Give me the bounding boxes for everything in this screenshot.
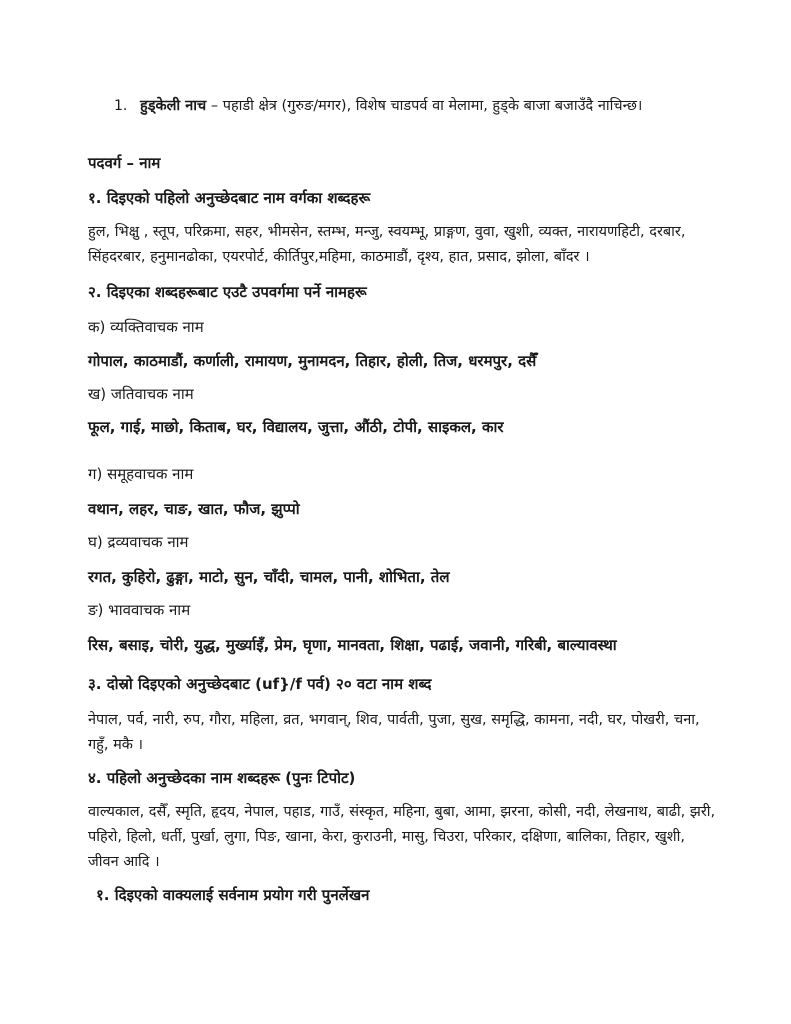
group-words-collective: वथान, लहर, चाङ, खात, फौज, झुप्पो — [88, 500, 300, 518]
list-number: 1. — [114, 98, 128, 114]
group-words-abstract: रिस, बसाइ, चोरी, युद्ध, मुर्ख्याइँ, प्रेम, घृणा, मानवता, शिक्षा, पढाई, जवानी, गरिबी, बाल्यावस्था — [88, 636, 617, 654]
group-label-abstract: ङ) भाववाचक नाम — [88, 601, 191, 619]
q2-heading: २. दिइएका शब्दहरूबाट एउटै उपवर्गमा पर्ने नामहरू — [88, 283, 367, 301]
group-label-material: घ) द्रव्यवाचक नाम — [88, 533, 189, 551]
final-heading: १. दिइएको वाक्यलाई सर्वनाम प्रयोग गरी पुनर्लेखन — [96, 886, 370, 904]
q1-text: हुल, भिक्षु , स्तूप, परिक्रमा, सहर, भीमसेन, स्तम्भ, मन्जु, स्वयम्भू, प्राङ्गण, वुवा, खुशी, व्यक्त, नारायणहिटी, दरबार, सिंहदरबार, हनुमानढोका, एयरपोर्ट, कीर्तिपुर,महिमा, काठमाडौं, दृश्य, हात, प्रसाद, झोला, बाँदर । — [88, 224, 686, 265]
q3-heading: ३. दोस्रो दिइएको अनुच्छेदबाट (uf}/f पर्व) २० वटा नाम शब्द — [88, 675, 432, 693]
q4-heading: ४. पहिलो अनुच्छेदका नाम शब्दहरू (पुनः टिपोट) — [88, 769, 356, 787]
q4-text: वाल्यकाल, दसैँ, स्मृति, हृदय, नेपाल, पहाड, गाउँ, संस्कृत, महिना, बुबा, आमा, झरना, कोसी, नदी, लेखनाथ, बाढी, झरी, पहिरो, हिलो, धर्ती, पुर्खा, लुगा, पिङ, खाना, केरा, कुराउनी, मासु, चिउरा, परिकार, दक्षिणा, बालिका, तिहार, खुशी, जीवन आदि । — [88, 804, 716, 870]
list-item — [140, 94, 700, 119]
group-words-proper: गोपाल, काठमाडौं, कर्णाली, रामायण, मुनामदन, तिहार, होली, तिज, धरमपुर, दसैँ — [88, 352, 537, 370]
group-words-material: रगत, कुहिरो, ढुङ्गा, माटो, सुन, चाँदी, चामल, पानी, शोभिता, तेल — [88, 568, 450, 586]
section-title: पदवर्ग – नाम — [88, 154, 161, 172]
group-label-common: ख) जतिवाचक नाम — [88, 385, 194, 403]
list-item-text: – पहाडी क्षेत्र (गुरुङ/मगर), विशेष चाडपर्व वा मेलामा, हुड्के बाजा बजाउँदै नाचिन्छ। — [206, 98, 643, 114]
group-words-common: फूल, गाई, माछो, किताब, घर, विद्यालय, जुत्ता, औंठी, टोपी, साइकल, कार — [88, 418, 504, 436]
list-item-term: हुड्केली नाच — [140, 98, 207, 114]
q3-text: नेपाल, पर्व, नारी, रुप, गौरा, महिला, व्रत, भगवान्, शिव, पार्वती, पुजा, सुख, समृद्धि, कामना, नदी, घर, पोखरी, चना, गहुँ, मकै । — [88, 712, 700, 753]
group-label-proper: क) व्यक्तिवाचक नाम — [88, 318, 204, 336]
q1-heading: १. दिइएको पहिलो अनुच्छेदबाट नाम वर्गका शब्दहरू — [88, 189, 371, 207]
group-label-collective: ग) समूहवाचक नाम — [88, 465, 194, 483]
